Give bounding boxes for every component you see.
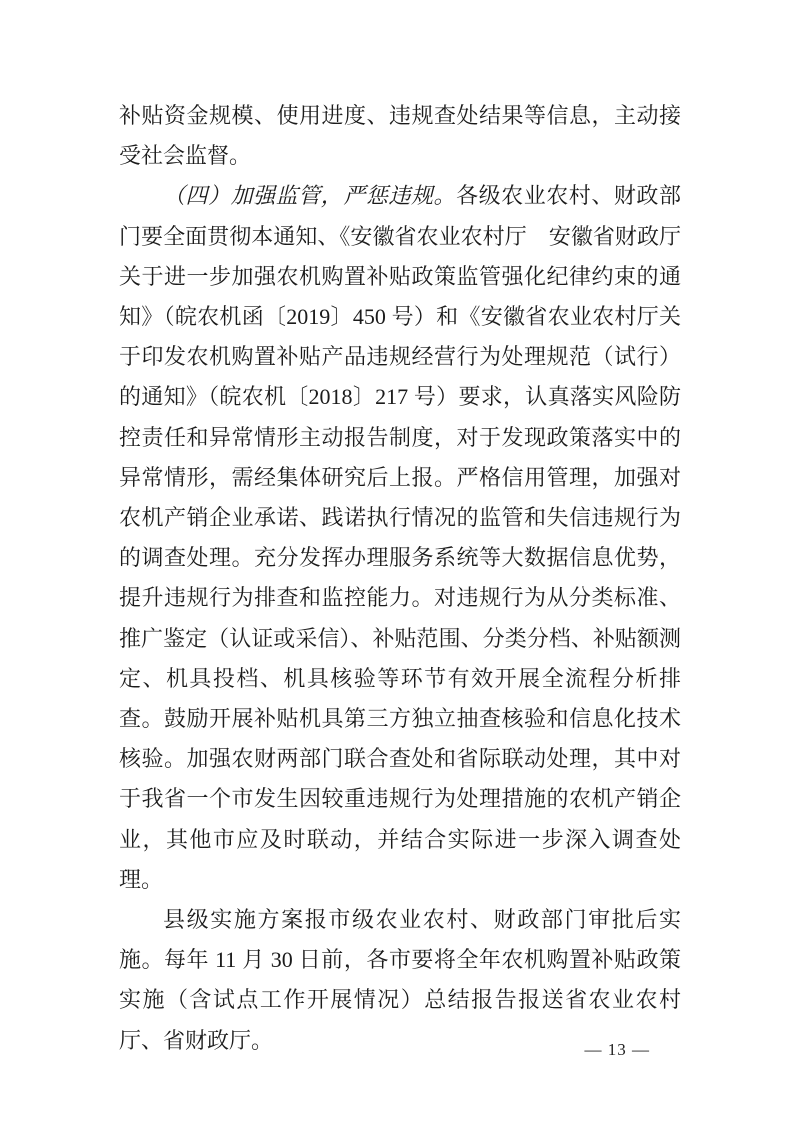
body-paragraph: 县级实施方案报市级农业农村、财政部门审批后实施。每年 11 月 30 日前，各市要将全年农机购置补贴政策实施（含试点工作开展情况）总结报告报送省农业农村厅、省财政厅。: [119, 907, 681, 1053]
body-paragraph: 补贴资金规模、使用进度、违规查处结果等信息，主动接受社会监督。: [119, 103, 681, 169]
body-paragraph: [119, 176, 681, 900]
section-heading-emphasis: （四）加强监管，严惩违规。: [163, 183, 457, 209]
document-body: [119, 96, 681, 1061]
paragraph-text: 各级农业农村、财政部门要全面贯彻本通知、《安徽省农业农村厅 安徽省财政厅关于进一步加强农机购置补贴政策监管强化纪律约束的通知》（皖农机函〔2019〕450 号）和《安徽省农业农村厅关于印发农机购置补贴产品违规经营行为处理规范（试行）的通知》（皖农机〔2018〕217 号）要求，认真落实风险防控责任和异常情形主动报告制度，对于发现政策落实中的异常情形，需经集体研究后上报。严格信用管理，加强对农机产销企业承诺、践诺执行情况的监管和失信违规行为的调查处理。充分发挥办理服务系统等大数据信息优势，提升违规行为排查和监控能力。对违规行为从分类标准、推广鉴定（认证或采信）、补贴范围、分类分档、补贴额测定、机具投档、机具核验等环节有效开展全流程分析排查。鼓励开展补贴机具第三方独立抽查核验和信息化技术核验。加强农财两部门联合查处和省际联动处理，其中对于我省一个市发生因较重违规行为处理措施的农机产销企业，其他市应及时联动，并结合实际进一步深入调查处理。: [119, 183, 681, 892]
page-number: — 13 —: [584, 1040, 650, 1059]
